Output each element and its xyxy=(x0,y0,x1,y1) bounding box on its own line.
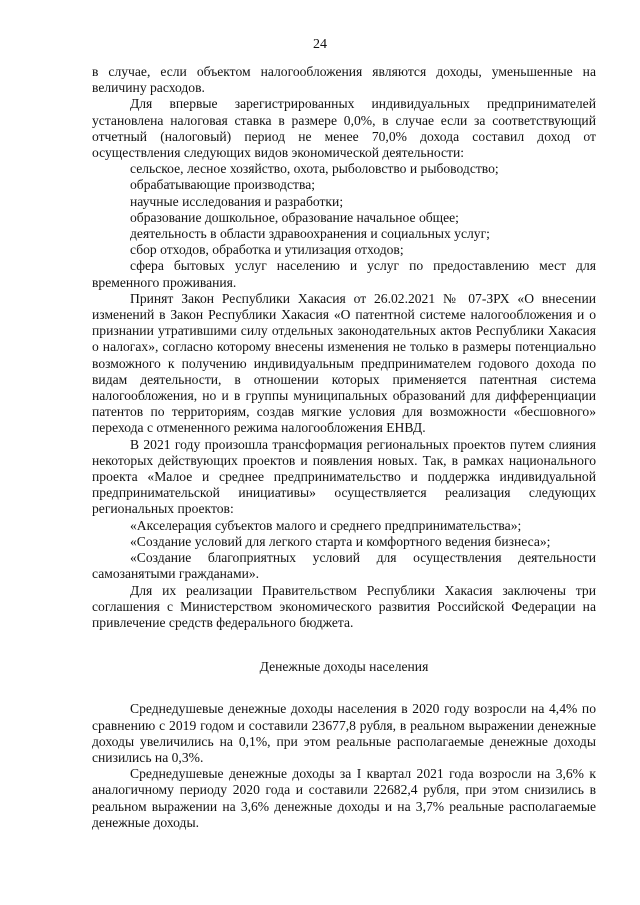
list-item-project: «Акселерация субъектов малого и среднего предпринимательства»; xyxy=(130,517,522,533)
list-item-project: «Создание благоприятных условий для осуществления деятельности самозанятыми гражданами». xyxy=(92,550,596,582)
section-heading: Денежные доходы населения xyxy=(259,659,429,675)
list-item-activity: научные исследования и разработки; xyxy=(130,193,344,209)
paragraph-income-2020: Среднедушевые денежные доходы населения в 2020 году возросли на 4,4% по сравнению с 2019 годом и составили 23677,8 рубля, в реальном выражении денежные доходы увеличились на 0,1%, при этом реальные располагаемые денежные доходы снизились на 0,3%. xyxy=(92,701,596,765)
paragraph-law: Принят Закон Республики Хакасия от 26.02.2021 № 07-ЗРХ «О внесении изменений в Закон Республики Хакасия «О патентной системе налогообложения и о признании утратившими силу отдельных законодательных актов Республики Хакасия о налогах», согласно которому внесены изменения не только в размеры потенциально возможного к получению индивидуальным предпринимателем годового дохода по видам деятельности, в отношении которых применяется патентная система налогообложения, но и в группы муниципальных образований для дифференциации патентов по территориям, создав мягкие условия для возможности «бесшовного» перехода с отмененного режима налогообложения ЕНВД. xyxy=(92,290,596,436)
paragraph-regional-projects: В 2021 году произошла трансформация региональных проектов путем слияния некоторых действующих проектов и появления новых. Так, в рамках национального проекта «Малое и среднее предпринимательство и поддержка индивидуальной предпринимательской инициативы» осуществляется реализация следующих региональных проектов: xyxy=(92,436,596,517)
paragraph-zero-rate: Для впервые зарегистрированных индивидуальных предпринимателей установлена налоговая ставка в размере 0,0%, в случае если за соответствующий отчетный (налоговый) период не менее 70,0% дохода составил доход от осуществления следующих видов экономической деятельности: xyxy=(92,96,596,161)
paragraph-intro: в случае, если объектом налогообложения являются доходы, уменьшенные на величину расходов. xyxy=(92,64,596,96)
list-item-project: «Создание условий для легкого старта и комфортного ведения бизнеса»; xyxy=(130,533,551,549)
paragraph-agreements: Для их реализации Правительством Республики Хакасия заключены три соглашения с Министерством экономического развития Российской Федерации на привлечение средств федерального бюджета. xyxy=(92,582,596,630)
list-item-activity: деятельность в области здравоохранения и социальных услуг; xyxy=(130,226,490,242)
list-item-activity: сфера бытовых услуг населению и услуг по предоставлению мест для временного проживания. xyxy=(92,258,596,290)
list-item-activity: обрабатывающие производства; xyxy=(130,177,316,193)
list-item-activity: сельское, лесное хозяйство, охота, рыболовство и рыбоводство; xyxy=(130,161,499,177)
paragraph-income-q1-2021: Среднедушевые денежные доходы за I квартал 2021 года возросли на 3,6% к аналогичному периоду 2020 года и составили 22682,4 рубля, при этом снизились в реальном выражении на 3,6% денежные доходы и на 3,7% реальные располагаемые денежные доходы. xyxy=(92,766,596,830)
list-item-activity: сбор отходов, обработка и утилизация отходов; xyxy=(130,242,404,258)
document-body xyxy=(92,64,596,831)
list-item-activity: образование дошкольное, образование начальное общее; xyxy=(130,209,459,225)
page-number: 24 xyxy=(313,37,327,52)
